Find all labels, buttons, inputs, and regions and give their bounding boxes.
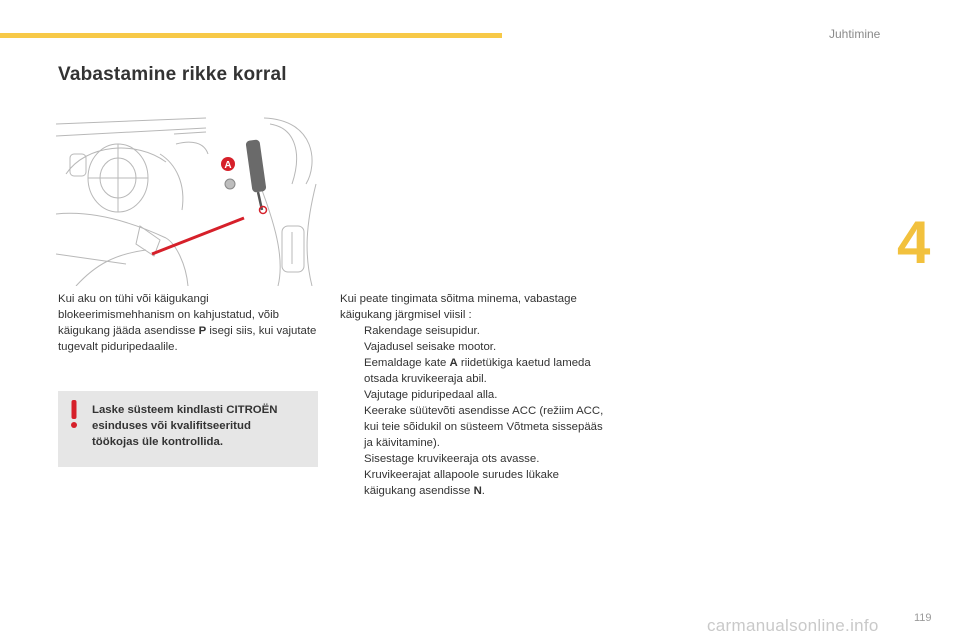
warning-box xyxy=(58,391,318,467)
exclamation-icon xyxy=(68,399,80,429)
procedure-steps xyxy=(340,323,610,499)
callout-a-label: A xyxy=(224,160,232,171)
list-item: Vajadusel seisake mootor. xyxy=(364,341,497,353)
watermark: carmanualsonline.info xyxy=(707,616,879,635)
list-item: Eemaldage kate A riidetükiga kaetud lameda otsada kruvikeeraja abil. xyxy=(364,357,591,385)
list-item: Kruvikeerajat allapoole surudes lükake käigukang asendisse N. xyxy=(364,469,560,497)
top-accent-bar xyxy=(0,33,502,38)
procedure-column xyxy=(340,291,610,499)
warning-text: Laske süsteem kindlasti CITROËN esinduses või kvalifitseeritud töökojas üle kontrollida. xyxy=(92,404,278,448)
gear-lever-illustration xyxy=(56,114,318,286)
intro-paragraph: Kui aku on tühi või käigukangi blokeerimismehhanism on kahjustatud, võib käigukang jääda asendisse P isegi siis, kui vajutate tugevalt piduripedaalile. xyxy=(58,293,317,353)
section-title: Juhtimine xyxy=(829,27,881,41)
chapter-number: 4 xyxy=(897,209,931,276)
page-title: Vabastamine rikke korral xyxy=(58,64,287,85)
list-item: Keerake süütevõti asendisse ACC (režiim ACC, kui teie sõidukil on süsteem Võtmeta sissepääs ja käivitamine). xyxy=(364,405,604,449)
page-number: 119 xyxy=(914,612,932,624)
procedure-intro: Kui peate tingimata sõitma minema, vabastage käigukang järgmisel viisil : xyxy=(340,293,577,321)
position-p: P xyxy=(198,325,207,337)
list-item: Vajutage piduripedaal alla. xyxy=(364,389,498,401)
list-item: Sisestage kruvikeeraja ots avasse. xyxy=(364,453,540,465)
list-item: Rakendage seisupidur. xyxy=(364,325,480,337)
